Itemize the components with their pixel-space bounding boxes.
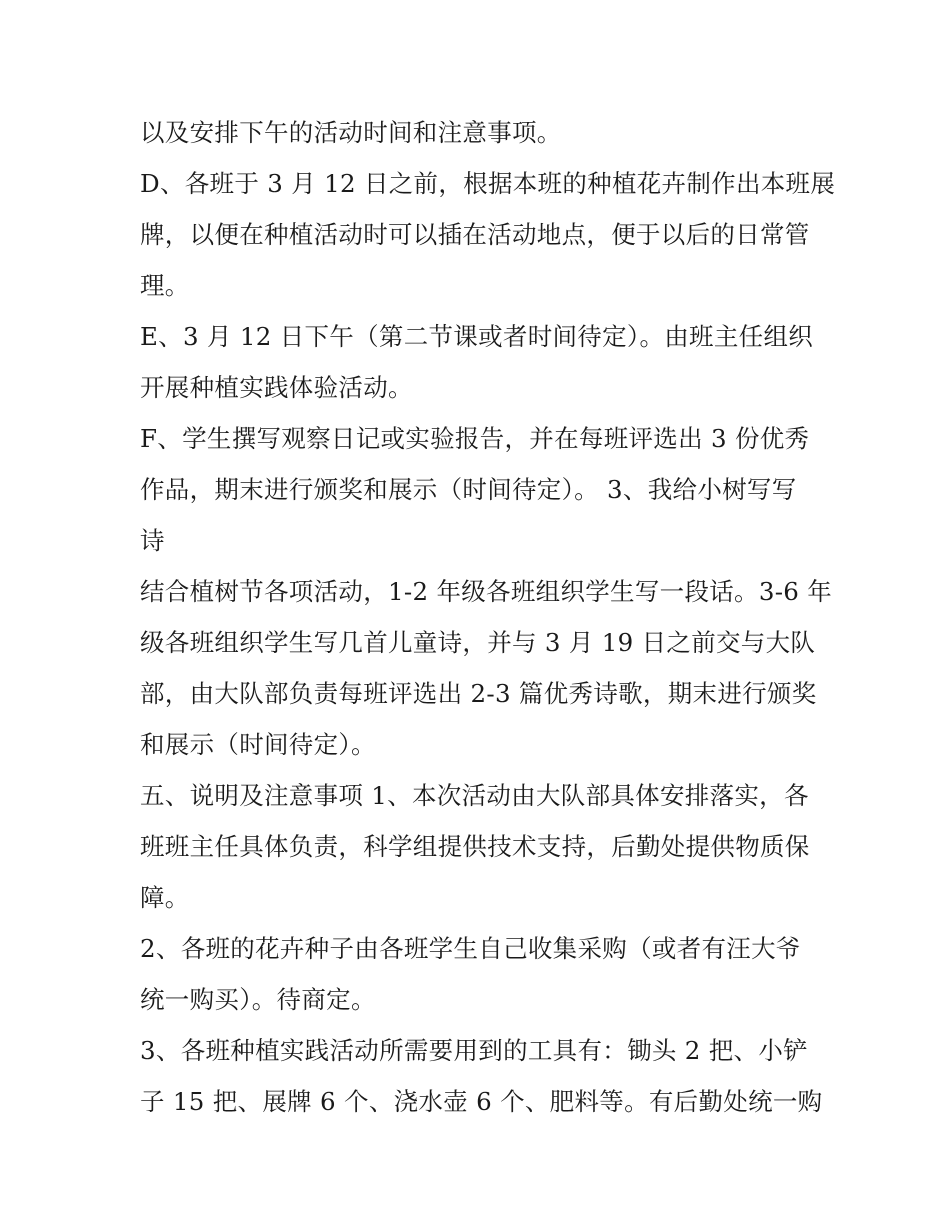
text-line: 子 15 把、展牌 6 个、浇水壶 6 个、肥料等。有后勤处统一购 [140, 1087, 823, 1116]
text-line: 级各班组织学生写几首儿童诗，并与 3 月 19 日之前交与大队 [140, 628, 816, 657]
text-line: 2、各班的花卉种子由各班学生自己收集采购（或者有汪大爷 [140, 934, 801, 963]
text-line: 和展示（时间待定）。 [140, 730, 376, 759]
text-line: 诗 [140, 526, 165, 555]
text-line: 理。 [140, 271, 190, 300]
text-line: E、3 月 12 日下午（第二节课或者时间待定）。由班主任组织 [140, 322, 814, 351]
text-line: 部，由大队部负责每班评选出 2-3 篇优秀诗歌，期末进行颁奖 [140, 679, 817, 708]
text-line: 作品，期末进行颁奖和展示（时间待定）。 3、我给小树写写 [140, 475, 797, 504]
text-line: D、各班于 3 月 12 日之前，根据本班的种植花卉制作出本班展 [140, 169, 836, 198]
text-line: 障。 [140, 883, 190, 912]
text-line: 以及安排下午的活动时间和注意事项。 [140, 118, 562, 147]
text-line: 五、说明及注意事项 1、本次活动由大队部具体安排落实，各 [140, 781, 809, 810]
text-line: 统一购买）。待商定。 [140, 985, 376, 1014]
text-line: 牌，以便在种植活动时可以插在活动地点，便于以后的日常管 [140, 220, 810, 249]
text-line: F、学生撰写观察日记或实验报告，并在每班评选出 3 份优秀 [140, 424, 810, 453]
document-body [140, 107, 836, 1127]
text-line: 班班主任具体负责，科学组提供技术支持，后勤处提供物质保 [140, 832, 810, 861]
text-line: 结合植树节各项活动，1-2 年级各班组织学生写一段话。3-6 年 [140, 577, 833, 606]
text-line: 3、各班种植实践活动所需要用到的工具有：锄头 2 把、小铲 [140, 1036, 808, 1065]
text-line: 开展种植实践体验活动。 [140, 373, 413, 402]
